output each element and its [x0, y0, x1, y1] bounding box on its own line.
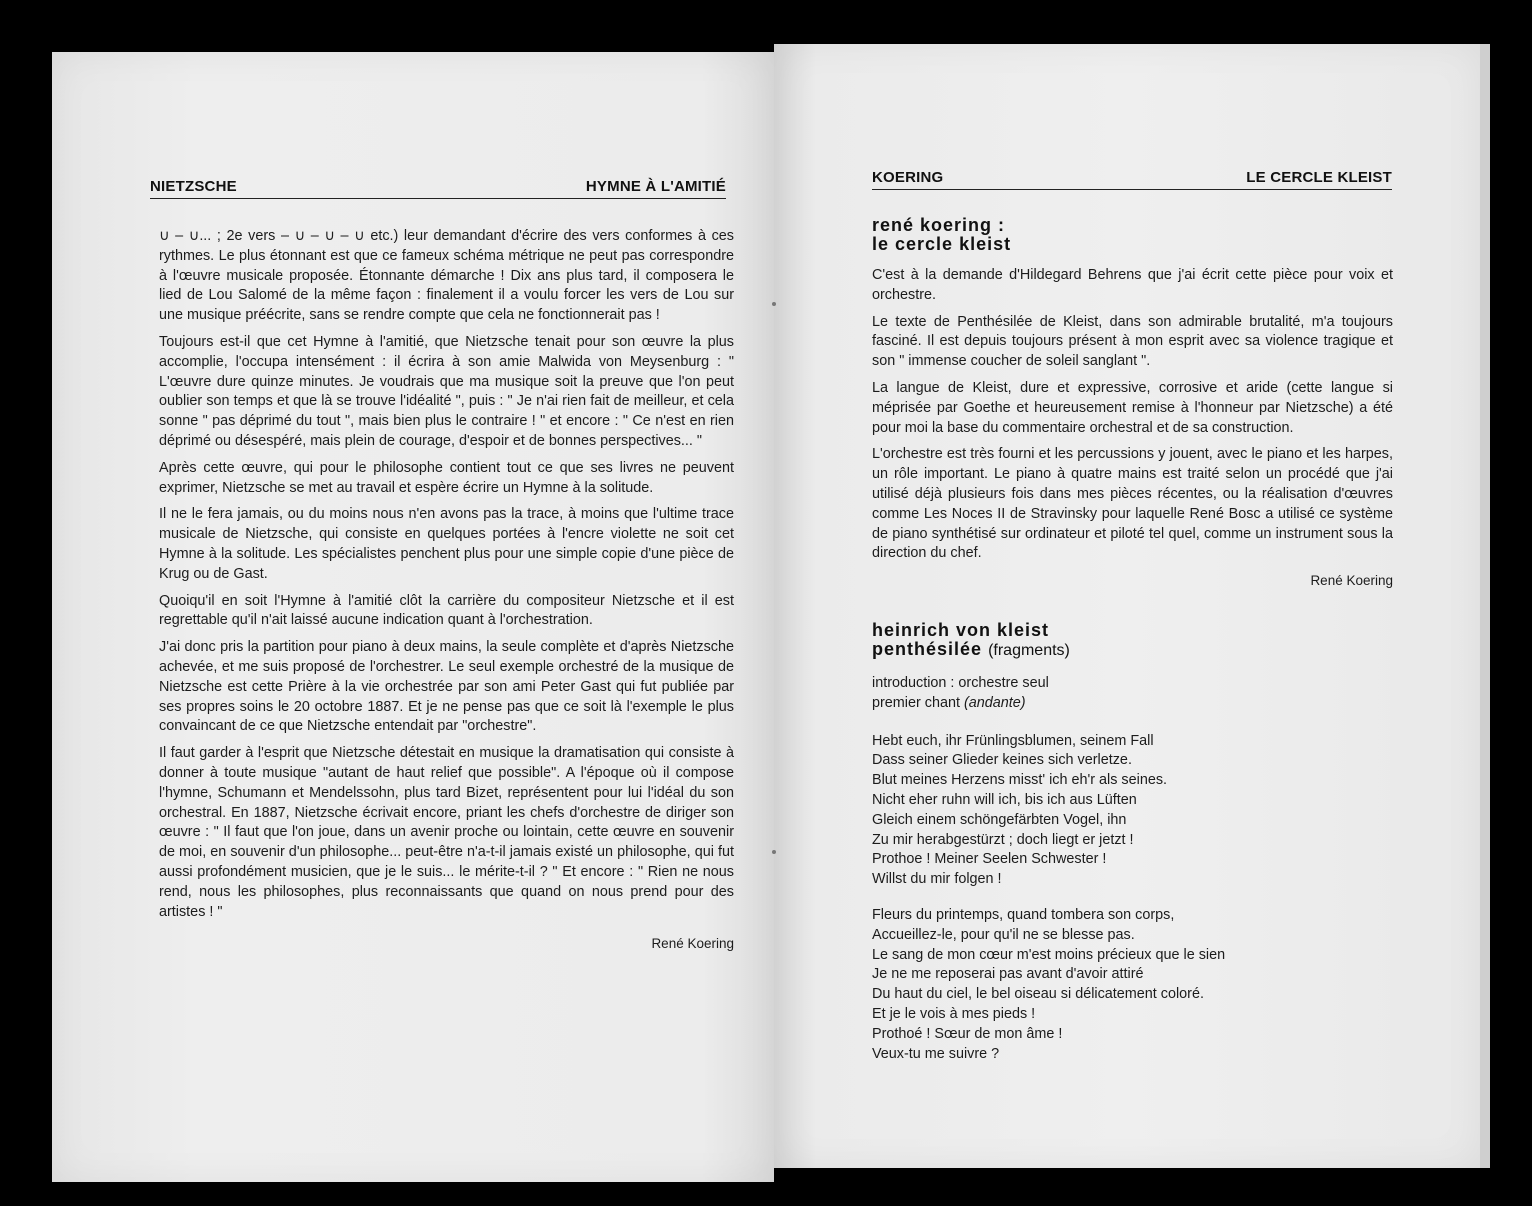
poem-line: Fleurs du printemps, quand tombera son corps, — [872, 906, 1175, 923]
paragraph: Quoiqu'il en soit l'Hymne à l'amitié clôt la carrière du compositeur Nietzsche et il est regrettable qu'il n'ait laissé aucune indication quant à l'orchestration. — [159, 592, 734, 629]
tempo-marking: (andante) — [963, 694, 1026, 711]
movement-list — [872, 674, 1393, 714]
paragraph: L'orchestre est très fourni et les percussions y jouent, avec le piano et les harpes, un rôle important. Le piano à quatre mains est traité selon un procédé que j'ai utilisé déjà plusieurs fois dans mes pièces récentes, ou la réalisation d'œuvres comme Les Noces II de Stravinsky pour laquelle René Bosc a utilisé ce système de piano synthétisé sur ordinateur et piloté tel quel, comme un instrument sous la direction du chef. — [872, 446, 1393, 562]
page-edge — [1480, 44, 1490, 1168]
paragraph: Après cette œuvre, qui pour le philosophe contient tout ce que ses livres ne peuvent exprimer, Nietzsche se met au travail et espère écrire un Hymne à la solitude. — [159, 459, 734, 496]
spine-staple-mark — [772, 302, 776, 306]
left-running-header — [150, 178, 726, 199]
heading-line: le cercle kleist — [872, 234, 1012, 254]
poem-line: Dass seiner Glieder keines sich verletze. — [872, 752, 1132, 769]
left-header-author: NIETZSCHE — [150, 178, 237, 195]
heading-line: penthésilée — [872, 638, 983, 659]
heading-line: rené koering : — [872, 215, 1006, 235]
movement-intro: introduction : orchestre seul — [872, 674, 1049, 691]
right-body-text — [872, 216, 1393, 1064]
poem-line: Nicht eher ruhn will ich, bis ich aus Lüften — [872, 791, 1137, 808]
poem-line: Du haut du ciel, le bel oiseau si délicatement coloré. — [872, 986, 1204, 1003]
movement-title: premier chant — [872, 694, 964, 711]
paragraph: Le texte de Penthésilée de Kleist, dans son admirable brutalité, m'a toujours fasciné. Il est depuis toujours présent à mon esprit avec sa violence tragique et son " immense coucher de soleil sanglant ". — [872, 313, 1393, 370]
paragraph: J'ai donc pris la partition pour piano à deux mains, la seule complète et d'après Nietzsche achevée, et me suis proposé de l'orchestrer. Le seul exemple orchestré de la musique de Nietzsche est cette Prière à la vie orchestrée par son ami Peter Gast qui fut publiée par ses propres soins le 20 octobre 1887. Et je ne pense pas que ce soit là l'exemple le plus convaincant de ce que Nietzsche entendait par "orchestre". — [159, 639, 734, 735]
heading-line: heinrich von kleist — [872, 619, 1050, 640]
poem-line: Accueillez-le, pour qu'il ne se blesse pas. — [872, 926, 1135, 943]
spine-staple-mark — [772, 850, 776, 854]
poem-german — [872, 732, 1393, 890]
poem-line: Prothoe ! Meiner Seelen Schwester ! — [872, 851, 1107, 868]
heading-subtitle: (fragments) — [988, 641, 1070, 659]
section-heading — [872, 216, 1393, 254]
poem-line: Gleich einem schöngefärbten Vogel, ihn — [872, 811, 1127, 828]
poem-french — [872, 906, 1393, 1064]
poem-line: Willst du mir folgen ! — [872, 871, 1002, 888]
paragraph: La langue de Kleist, dure et expressive, corrosive et aride (cette langue si méprisée par Goethe et heureusement remise à l'honneur par Nietzsche) a été pour moi la base du commentaire orchestral et de sa construction. — [872, 379, 1393, 436]
poem-line: Hebt euch, ihr Frünlingsblumen, seinem Fall — [872, 732, 1154, 749]
paragraph: C'est à la demande d'Hildegard Behrens que j'ai écrit cette pièce pour voix et orchestre. — [872, 267, 1393, 303]
paragraph: ∪ – ∪... ; 2e vers – ∪ – ∪ – ∪ etc.) leur demandant d'écrire des vers conformes à ces rythmes. Le plus étonnant est que ce fameux schéma métrique ne peut pas correspondre à l'œuvre musicale proposée. Étonnante démarche ! Dix ans plus tard, il composera le lied de Lou Salomé de la même façon : finalement il a voulu forcer les vers de Lou sur une musique préécrite, sans se rendre compte que cela ne fonctionnerait pas ! — [159, 228, 734, 324]
right-header-author: KOERING — [872, 169, 944, 186]
poem-line: Veux-tu me suivre ? — [872, 1045, 1000, 1062]
poem-line: Le sang de mon cœur m'est moins précieux que le sien — [872, 946, 1226, 963]
poem-line: Je ne me reposerai pas avant d'avoir attiré — [872, 966, 1144, 983]
poem-line: Et je le vois à mes pieds ! — [872, 1005, 1036, 1022]
left-page — [52, 52, 774, 1182]
poem-line: Prothoé ! Sœur de mon âme ! — [872, 1025, 1063, 1042]
paragraph: Toujours est-il que cet Hymne à l'amitié, que Nietzsche tenait pour son œuvre la plus accomplie, l'occupa intensément : il écrira à son amie Malwida von Meysenburg : " L'œuvre dure quinze minutes. Je voudrais que ma musique soit la preuve que l'on peut oublier son temps et que là se trouve l'idéalité ", puis : " Je n'ai rien fait de meilleur, et cela sonne " pas déprimé du tout ", mais bien plus le contraire ! " et encore : " Ce n'est en rien déprimé ou désespéré, mais plein de courage, d'espoir et de bonnes perspectives... " — [159, 333, 734, 449]
right-running-header — [872, 169, 1392, 190]
left-body-text — [159, 227, 734, 954]
paragraph: Il ne le fera jamais, ou du moins nous n'en avons pas la trace, à moins que l'ultime trace musicale de Nietzsche, qui consiste en quelques portées à l'encre violette ne soit cet Hymne à la solitude. Les spécialistes penchent plus pour une simple copie d'une pièce de Krug ou de Gast. — [159, 506, 734, 582]
right-page — [774, 44, 1480, 1168]
paragraph: Il faut garder à l'esprit que Nietzsche détestait en musique la dramatisation qui consiste à donner à toute musique "autant de haut relief que possible". A l'époque où il compose l'hymne, Schumann et Mendelssohn, plus tard Bizet, représentent pour lui l'idéal du son orchestral. En 1887, Nietzsche écrivait encore, priant les chefs d'orchestre de diriger son œuvre : " Il faut que l'on joue, dans un avenir proche ou lointain, cette œuvre en souvenir de moi, en souvenir d'un philosophe... peut-être n'a-t-il jamais existé un philosophe, qui fut aussi profondément musicien, que je le suis... le mérite-t-il ? " Et encore : " Rien ne nous rend, nous les philosophes, plus reconnaissants que quand on nous prend pour des artistes ! " — [159, 745, 734, 920]
section-heading — [872, 621, 1393, 660]
poem-line: Zu mir herabgestürzt ; doch liegt er jetzt ! — [872, 831, 1134, 848]
signature: René Koering — [651, 936, 734, 952]
signature: René Koering — [1310, 573, 1393, 589]
poem-line: Blut meines Herzens misst' ich eh'r als seines. — [872, 772, 1168, 789]
right-header-title: LE CERCLE KLEIST — [1246, 169, 1392, 186]
left-header-title: HYMNE À L'AMITIÉ — [585, 178, 726, 195]
